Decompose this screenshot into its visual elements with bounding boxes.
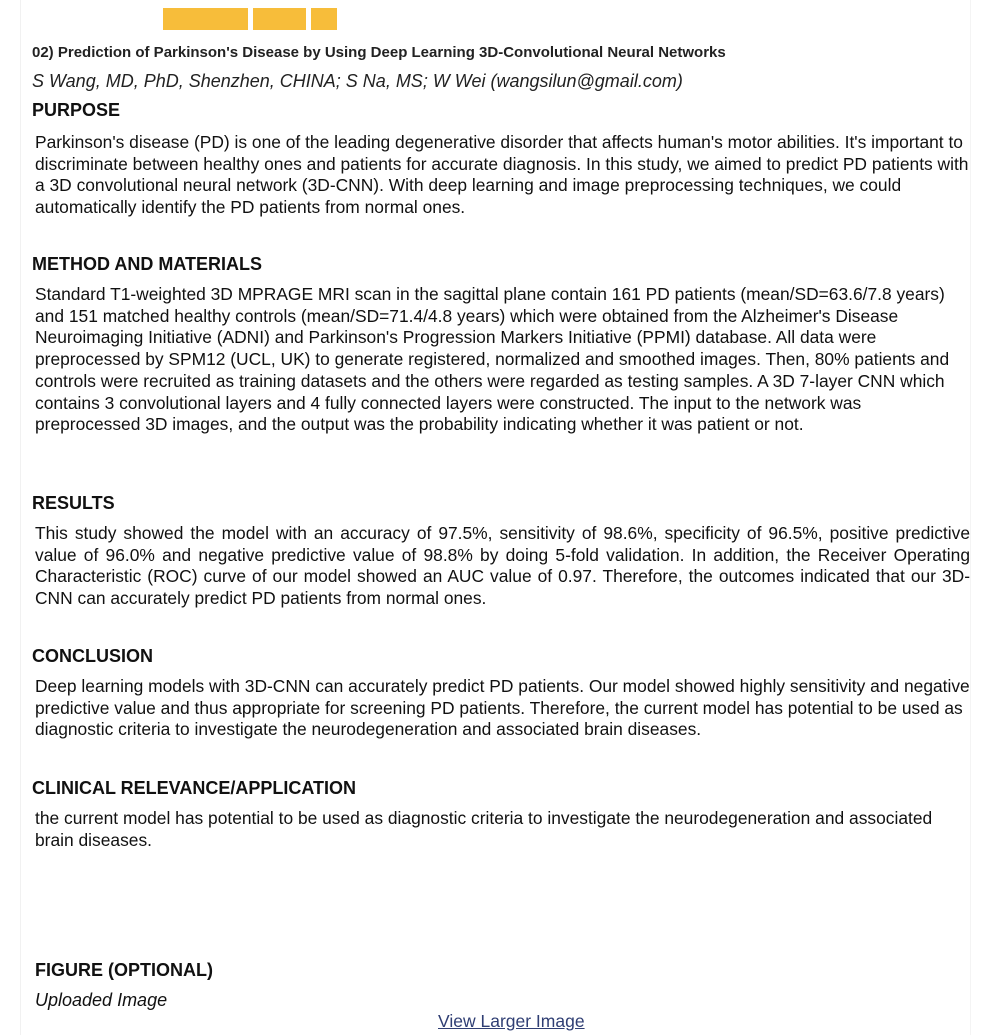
conclusion-text: Deep learning models with 3D-CNN can accurately predict PD patients. Our model showed highly sensitivity and negative predictive value and thus appropriate for screening PD patients. Therefore, the current model has potential to be used as diagnostic criteria to investigate the neurodegeneration and associated brain diseases. — [35, 676, 970, 740]
methods-text: Standard T1-weighted 3D MPRAGE MRI scan in the sagittal plane contain 161 PD patients (mean/SD=63.6/7.8 years) and 151 matched healthy controls (mean/SD=71.4/4.8 years) which were obtained from the Alzheimer's Disease Neuroimaging Initiative (ADNI) and Parkinson's Progression Markers Initiative (PPMI) database. All data were preprocessed by SPM12 (UCL, UK) to generate registered, normalized and smoothed images. Then, 80% patients and controls were recruited as training datasets and the others were regarded as testing samples. A 3D 7-layer CNN which contains 3 convolutional layers and 4 fully connected layers were constructed. The input to the network was preprocessed 3D images, and the output was the probability indicating whether it was patient or not. — [35, 284, 950, 435]
results-text: This study showed the model with an accuracy of 97.5%, sensitivity of 98.6%, specificity of 96.5%, positive predictive value of 96.0% and negative predictive value of 98.8% by doing 5-fold validation. In addition, the Receiver Operating Characteristic (ROC) curve of our model showed an AUC value of 0.97. Therefore, the outcomes indicated that our 3D-CNN can accurately predict PD patients from normal ones. — [35, 523, 970, 609]
top-tab-1[interactable] — [163, 8, 248, 30]
results-heading: RESULTS — [32, 493, 115, 513]
figure-heading: FIGURE (OPTIONAL) — [35, 960, 213, 980]
methods-heading: METHOD AND MATERIALS — [32, 254, 262, 274]
clinical-relevance-text: the current model has potential to be used as diagnostic criteria to investigate the neurodegeneration and associated brain diseases. — [35, 808, 933, 850]
clinical-relevance-heading: CLINICAL RELEVANCE/APPLICATION — [32, 778, 357, 798]
figure-caption: Uploaded Image — [35, 990, 168, 1010]
top-tab-3[interactable] — [311, 8, 337, 30]
right-border — [970, 0, 971, 1035]
author-list: S Wang, MD, PhD, Shenzhen, CHINA; S Na, MS; W Wei (wangsilun@gmail.com) — [32, 71, 683, 91]
purpose-text: Parkinson's disease (PD) is one of the leading degenerative disorder that affects human's motor abilities. It's important to discriminate between healthy ones and patients for accurate diagnosis. In this study, we aimed to predict PD patients with a 3D convolutional neural network (3D-CNN). With deep learning and image preprocessing techniques, we could automatically identify the PD patients from normal ones. — [35, 132, 969, 218]
left-border — [20, 0, 21, 1035]
view-larger-image-link[interactable]: View Larger Image — [438, 1011, 585, 1031]
purpose-heading: PURPOSE — [32, 100, 121, 120]
article-title: 02) Prediction of Parkinson's Disease by Using Deep Learning 3D-Convolutional Neural Networks — [32, 44, 726, 61]
conclusion-heading: CONCLUSION — [32, 646, 153, 666]
top-tab-2[interactable] — [253, 8, 306, 30]
